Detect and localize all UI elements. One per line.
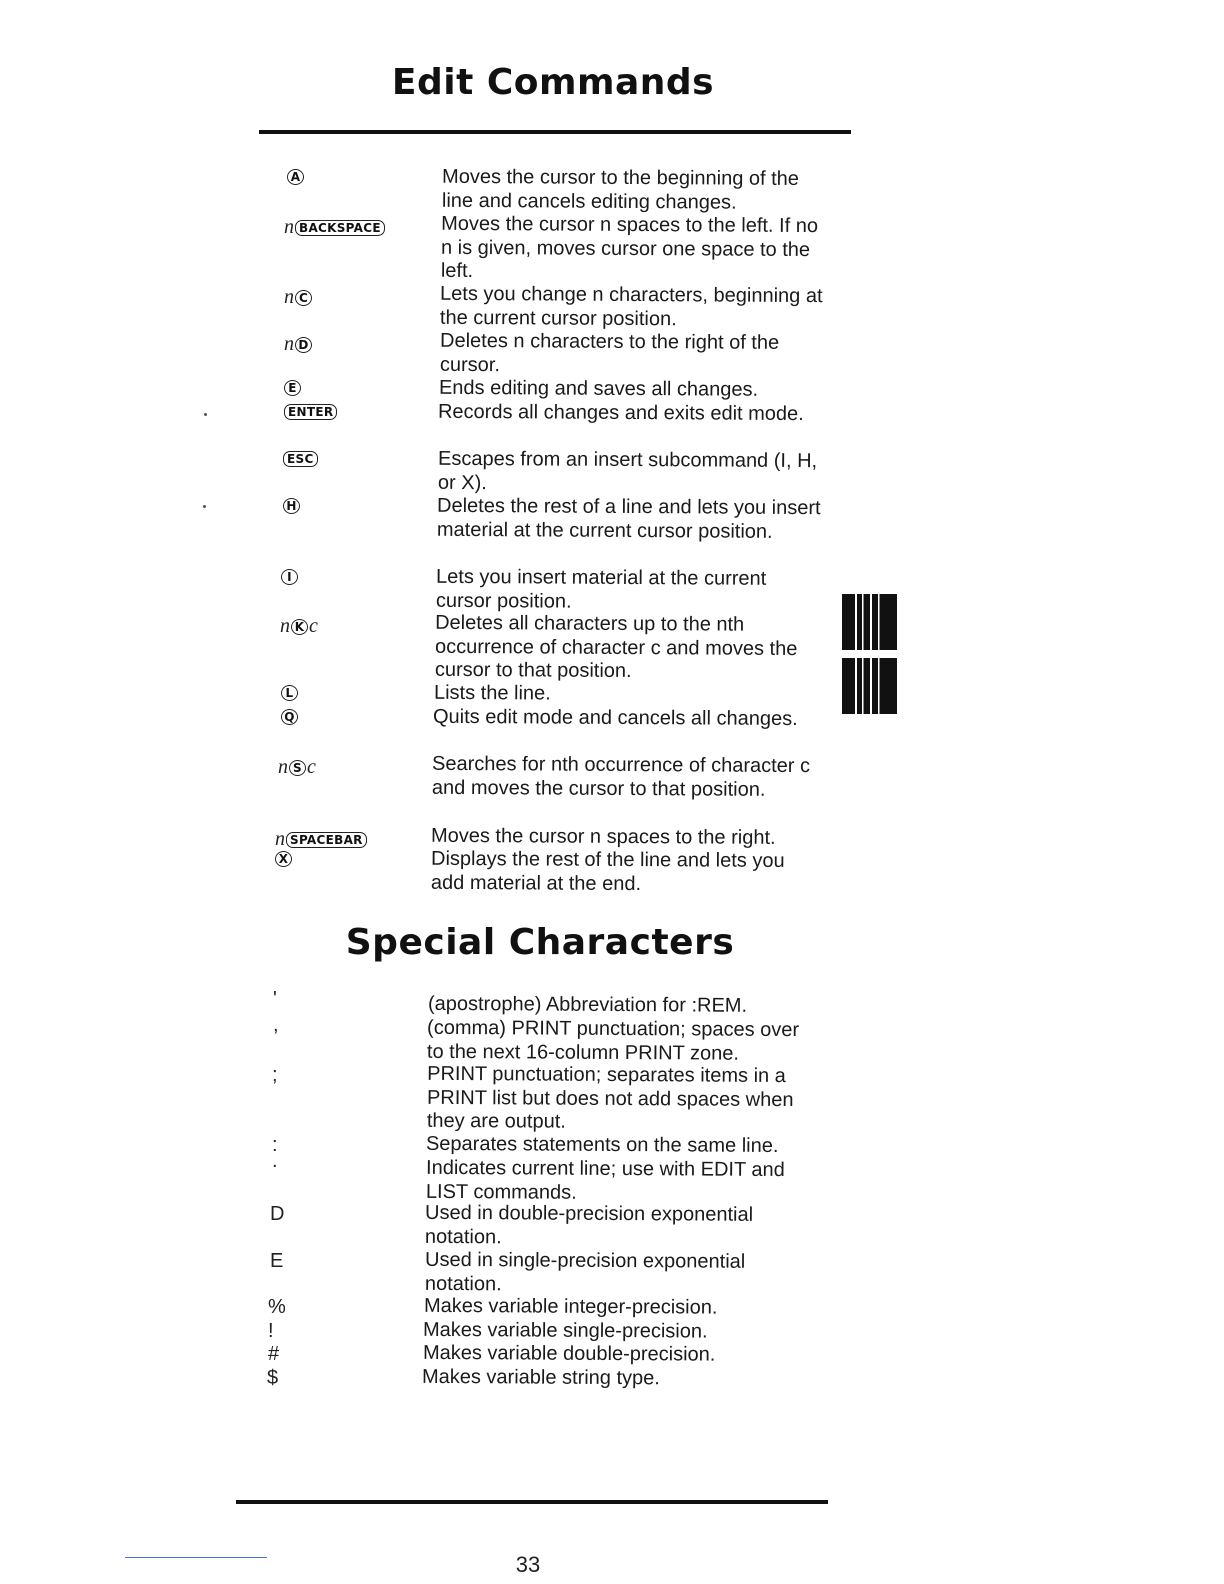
edit-command-description: Displays the rest of the line and lets you add material at the end.	[430, 847, 785, 895]
edit-command-key	[281, 709, 298, 725]
special-character-description: Makes variable string type.	[421, 1365, 660, 1390]
edit-command-description: Lets you change n characters, beginning at the current cursor position.	[439, 282, 823, 330]
special-character-description: Makes variable single-precision.	[422, 1318, 708, 1343]
keycap-q: Q	[281, 709, 298, 725]
special-character-description: Separates statements on the same line.	[425, 1132, 779, 1157]
special-character-symbol: %	[268, 1296, 286, 1318]
n-prefix: n	[280, 615, 290, 637]
special-character-symbol: !	[268, 1320, 274, 1342]
edit-command-description: Moves the cursor to the beginning of the line and cancels editing changes.	[441, 165, 800, 214]
edit-command-description: Escapes from an insert subcommand (I, H, or X).	[437, 447, 818, 494]
special-character-symbol: .	[272, 1150, 278, 1172]
edit-command-description: Moves the cursor n spaces to the left. If no n is given, moves cursor one space to the left.	[440, 212, 819, 283]
edit-command-description: Searches for nth occurrence of character c and moves the cursor to that position.	[431, 752, 811, 801]
edit-commands-title: Edit Commands	[391, 62, 715, 103]
special-character-symbol: :	[272, 1134, 278, 1156]
special-character-symbol: D	[270, 1203, 285, 1225]
edit-command-key	[275, 851, 292, 867]
special-character-description: Used in double-precision exponential notation.	[424, 1201, 754, 1248]
keycap-backspace: BACKSPACE	[295, 220, 385, 236]
keycap-l: L	[281, 685, 298, 701]
edit-command-description: Deletes the rest of a line and lets you insert material at the current cursor position.	[436, 494, 821, 543]
keycap-x: X	[275, 851, 292, 867]
special-character-symbol: ,	[273, 1014, 279, 1036]
keycap-k: K	[291, 619, 308, 635]
keycap-s: S	[289, 760, 306, 776]
special-character-description: Makes variable integer-precision.	[423, 1294, 718, 1319]
keycap-e: E	[284, 380, 301, 396]
edit-command-key	[281, 685, 298, 701]
edit-command-key	[283, 451, 318, 467]
thumb-index-tab	[842, 594, 897, 714]
n-prefix: n	[284, 216, 294, 238]
special-character-symbol: '	[273, 988, 277, 1010]
special-character-description: Makes variable double-precision.	[422, 1341, 716, 1366]
speck	[203, 505, 206, 508]
keycap-enter: ENTER	[284, 404, 337, 420]
n-prefix: n	[284, 286, 294, 308]
special-character-description: PRINT punctuation; separates items in a PRINT list but does not add spaces when they are output.	[426, 1062, 794, 1133]
edit-command-description: Deletes all characters up to the nth occurrence of character c and moves the cursor to that position.	[434, 611, 798, 683]
char-suffix: c	[307, 756, 316, 778]
keycap-esc: ESC	[283, 451, 318, 467]
keycap-d: D	[295, 337, 312, 353]
keycap-h: H	[283, 498, 300, 514]
keycap-spacebar: SPACEBAR	[286, 832, 367, 848]
footer-line	[125, 1557, 267, 1558]
top-rule	[259, 130, 851, 134]
edit-command-description: Moves the cursor n spaces to the right.	[430, 824, 776, 849]
special-character-description: (apostrophe) Abbreviation for :REM.	[427, 992, 748, 1017]
speck	[204, 413, 207, 416]
n-prefix: n	[275, 828, 285, 850]
edit-command-key	[284, 333, 312, 356]
char-suffix: c	[309, 615, 318, 637]
special-character-description: Indicates current line; use with EDIT and LIST commands.	[425, 1156, 785, 1204]
edit-command-description: Records all changes and exits edit mode.	[437, 400, 804, 426]
n-prefix: n	[284, 333, 294, 355]
bottom-rule	[236, 1500, 828, 1504]
edit-command-key	[287, 169, 304, 185]
special-character-description: (comma) PRINT punctuation; spaces over to the next 16-column PRINT zone.	[426, 1016, 800, 1065]
keycap-c: C	[295, 290, 312, 306]
special-character-symbol: $	[267, 1367, 279, 1389]
edit-command-key	[281, 569, 298, 585]
edit-command-description: Ends editing and saves all changes.	[438, 376, 759, 401]
edit-command-description: Quits edit mode and cancels all changes.	[432, 705, 798, 731]
special-character-symbol: ;	[272, 1064, 278, 1086]
edit-command-key	[278, 756, 316, 779]
keycap-i: I	[281, 569, 298, 585]
edit-command-description: Deletes n characters to the right of the cursor.	[439, 329, 780, 376]
special-character-symbol: E	[270, 1250, 284, 1272]
page-number: 33	[515, 1552, 541, 1576]
special-character-symbol: #	[268, 1343, 280, 1365]
special-character-description: Used in single-precision exponential notation.	[424, 1248, 746, 1295]
special-characters-title: Special Characters	[345, 922, 735, 963]
keycap-a: A	[287, 169, 304, 185]
edit-command-key	[275, 828, 367, 851]
edit-command-description: Lists the line.	[433, 681, 551, 705]
n-prefix: n	[278, 756, 288, 778]
edit-command-description: Lets you insert material at the current cursor position.	[435, 565, 767, 613]
edit-command-key	[280, 615, 318, 638]
edit-command-key	[284, 380, 301, 396]
edit-command-key	[284, 286, 312, 309]
edit-command-key	[284, 404, 337, 420]
edit-command-key	[284, 216, 385, 239]
edit-command-key	[283, 498, 300, 514]
